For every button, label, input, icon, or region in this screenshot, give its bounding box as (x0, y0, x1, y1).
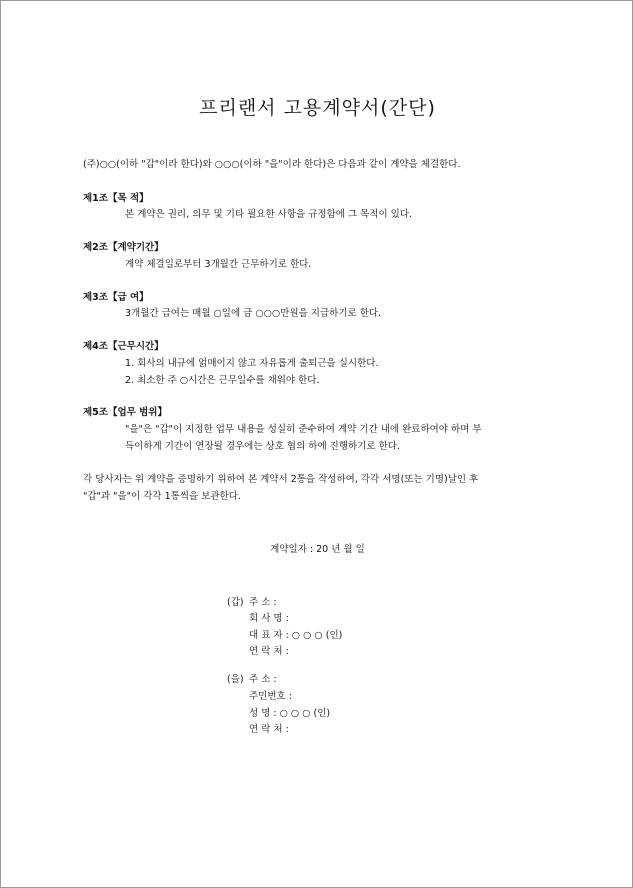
document-title: 프리랜서 고용계약서(간단) (199, 97, 436, 119)
article-4-heading: 제4조【근무시간】 (83, 341, 164, 352)
intro-text: (주)○○(이하 "갑"이라 한다)와 ○○○(이하 "을"이라 한다)은 다음과 같이 계약을 체결한다. (83, 159, 461, 170)
party-b-name: 성 명 : ○ ○ ○ (인) (249, 708, 331, 719)
article-1-heading: 제1조【목 적】 (83, 193, 149, 204)
party-a-contact: 연 락 처 : (249, 646, 289, 657)
party-a-representative: 대 표 자 : ○ ○ ○ (인) (249, 630, 343, 641)
article-3-text: 3개월간 급여는 매월 ○일에 금 ○○○만원을 지급하기로 한다. (125, 308, 382, 319)
party-a-address: 주 소 : (249, 597, 277, 608)
article-3-heading: 제3조【급 여】 (83, 292, 149, 303)
article-5-heading: 제5조【업무 범위】 (83, 407, 167, 418)
article-1-text: 본 계약은 권리, 의무 및 기타 필요한 사항을 규정함에 그 목적이 있다. (125, 209, 413, 220)
article-5-text-2: 득이하게 기간이 연장될 경우에는 상호 협의 하에 진행하기로 한다. (125, 441, 400, 452)
article-2-heading: 제2조【계약기간】 (83, 242, 164, 253)
party-a-company: 회 사 명 : (249, 613, 289, 624)
closing-text-2: "갑"과 "을"이 각각 1통씩을 보관한다. (83, 491, 241, 502)
article-4-text-2: 2. 최소한 주 ○시간은 근무일수를 채워야 한다. (125, 375, 320, 386)
party-a-tag: (갑) (227, 597, 244, 608)
article-5-text-1: "을"은 "갑"이 지정한 업무 내용을 성실히 준수하여 계약 기간 내에 완료하여야 하며 부 (125, 424, 482, 435)
party-b-tag: (을) (227, 674, 244, 685)
contract-date: 계약일자 : 20 년 월 일 (270, 544, 365, 555)
party-b-resident-number: 주민번호 : (249, 691, 292, 702)
party-b-contact: 연 락 처 : (249, 724, 289, 735)
article-4-text-1: 1. 회사의 내규에 얽매이지 않고 자유롭게 출퇴근을 실시한다. (125, 358, 379, 369)
party-b-address: 주 소 : (249, 674, 277, 685)
closing-text-1: 각 당사자는 위 계약을 증명하기 위하여 본 계약서 2통을 작성하여, 각각 서명(또는 기명)날인 후 (83, 474, 479, 485)
article-2-text: 계약 체결일로부터 3개월간 근무하기로 한다. (125, 259, 312, 270)
